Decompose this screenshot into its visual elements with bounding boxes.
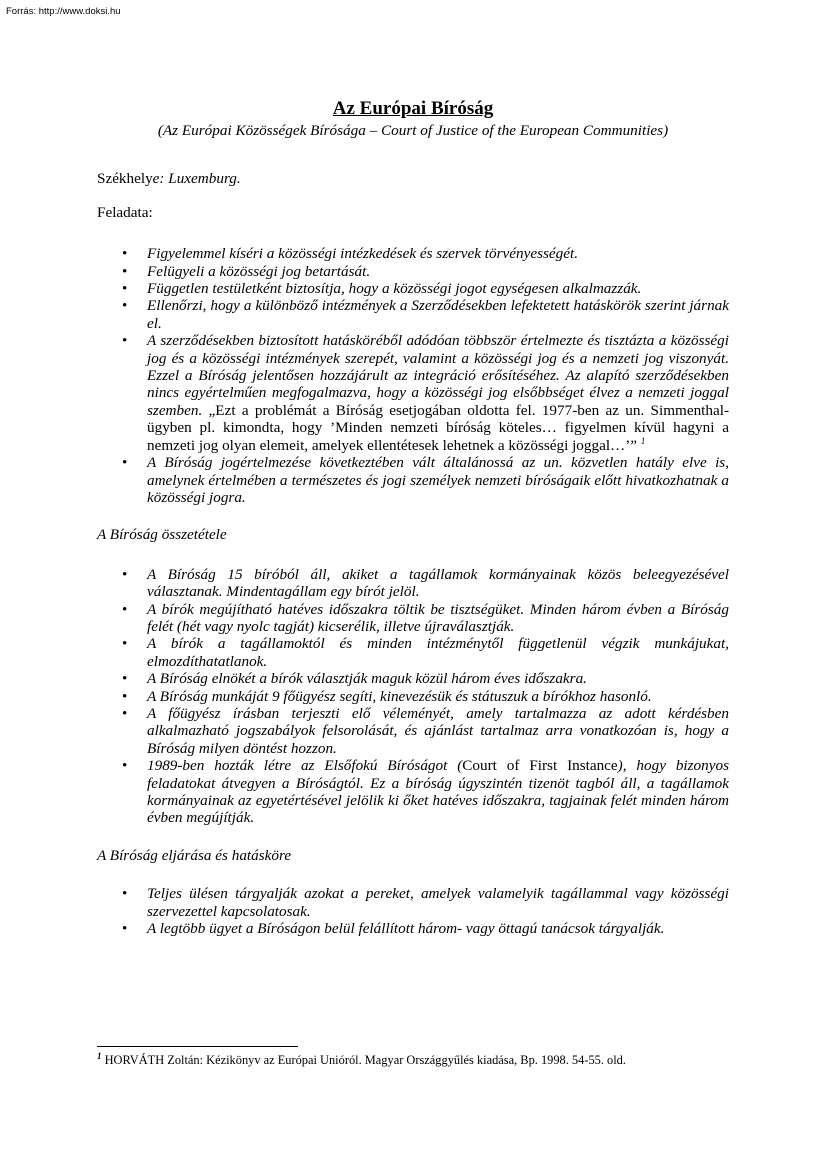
list-item: • Független testületként biztosítja, hogy a közösségi jogot egységesen alkalmazzák. bbox=[97, 280, 729, 297]
list-item: • A Bíróság jogértelmezése következtében vált általánossá az un. közvetlen hatály elve is, amelynek értelmében a természetes és jogi személyek nemzeti bíróságaik előtt hivatkozhatnak a közösségi jogra. bbox=[97, 454, 729, 506]
list-item: • Felügyeli a közösségi jog betartását. bbox=[97, 263, 729, 280]
footnote-divider bbox=[97, 1046, 298, 1047]
footnote-number: 1 bbox=[97, 1051, 102, 1061]
composition-last-part2: Court of First Instance bbox=[462, 757, 618, 775]
footnote-text: HORVÁTH Zoltán: Kézikönyv az Európai Unióról. Magyar Országgyűlés kiadása, Bp. 1998. 54-55. old. bbox=[101, 1053, 626, 1067]
list-item: • A bírók megújítható hatéves időszakra töltik be tisztségüket. Minden három évben a Bíróság felét (hét vagy nyolc tagját) kicserélik, illetve újraválasztják. bbox=[97, 601, 729, 636]
composition-last-part3: ), hogy bizonyos feladatokat átvegyen a Bíróságtól. Ez a bíróság úgyszintén tizenöt tagból áll, a tagállamok kormányainak az egyetértésével jelölik ki őket hatéves időszakra, tagjainak felét minden három évben megújítják. bbox=[147, 757, 729, 827]
document-page bbox=[97, 98, 729, 937]
tasks-label: Feladata: bbox=[97, 203, 153, 221]
task-5-quote: „Ezt a problémát a Bíróság esetjogában oldotta fel. 1977-ben az un. Simmenthal-ügyben pl. kimondta, hogy ’Minden nemzeti bíróság köteles… figyelmen kívül hagyni a nemzeti jog olyan elemeit, amelyek ellentétesek lehetnek a közösségi joggal…’” bbox=[147, 401, 729, 454]
list-item: • Ellenőrzi, hogy a különböző intézmények a Szerződésekben lefektetett hatáskörök szerint járnak el. bbox=[97, 297, 729, 332]
task-5-text: A szerződésekben biztosított hatásköréből adódóan többször értelmezte és tisztázta a közösségi jog és a közösségi intézmények szerepét, valamint a közösségi jog és a nemzeti jog viszonyát. Ezzel a Bíróság jelentősen hozzájárult az integráció erősítéséhez. Az alapító szerződésekben nincs egyértelműen megfogalmazva, hogy a közösségi jog elsőbbséget élvez a nemzeti joggal szemben. bbox=[147, 332, 729, 419]
seat-label: Székhely bbox=[97, 170, 153, 188]
procedure-heading: A Bíróság eljárása és hatásköre bbox=[97, 846, 292, 864]
procedure-list bbox=[97, 885, 729, 937]
list-item: • A Bíróság elnökét a bírók választják maguk közül három éves időszakra. bbox=[97, 670, 729, 687]
list-item bbox=[97, 332, 729, 454]
tasks-list bbox=[97, 245, 729, 506]
seat-value: e: Luxemburg. bbox=[152, 170, 241, 188]
seat-line bbox=[97, 170, 729, 187]
list-item: • A Bíróság 15 bíróból áll, akiket a tagállamok kormányainak közös beleegyezésével választanak. Mindentagállam egy bírót jelöl. bbox=[97, 566, 729, 601]
source-line: Forrás: http://www.doksi.hu bbox=[6, 6, 121, 17]
page-subtitle: (Az Európai Közösségek Bírósága – Court of Justice of the European Communities) bbox=[157, 122, 669, 139]
list-item: • A bírók a tagállamoktól és minden intézménytől függetlenül végzik munkájukat, elmozdíthatatlanok. bbox=[97, 635, 729, 670]
list-item: • A főügyész írásban terjeszti elő véleményét, amely tartalmazza az adott kérdésben alkalmazható jogszabályok felsorolását, és ajánlást tartalmaz arra vonatkozóan is, hogy a Bíróság milyen döntést hozzon. bbox=[97, 705, 729, 757]
list-item bbox=[97, 757, 729, 827]
list-item: • A Bíróság munkáját 9 főügyész segíti, kinevezésük és státuszuk a bírókhoz hasonló. bbox=[97, 688, 729, 705]
footnote-ref: 1 bbox=[640, 435, 646, 446]
footnote bbox=[97, 1053, 737, 1068]
composition-last-part1: 1989-ben hozták létre az Elsőfokú Bíróságot ( bbox=[147, 757, 463, 775]
composition-heading: A Bíróság összetétele bbox=[97, 526, 227, 544]
composition-list bbox=[97, 566, 729, 827]
list-item: • A legtöbb ügyet a Bíróságon belül felállított három- vagy öttagú tanácsok tárgyalják. bbox=[97, 920, 729, 937]
page-title: Az Európai Bíróság bbox=[332, 98, 494, 119]
list-item: • Figyelemmel kíséri a közösségi intézkedések és szervek törvényességét. bbox=[97, 245, 729, 262]
list-item: • Teljes ülésen tárgyalják azokat a pereket, amelyek valamelyik tagállammal vagy közösségi szervezettel kapcsolatosak. bbox=[97, 885, 729, 920]
